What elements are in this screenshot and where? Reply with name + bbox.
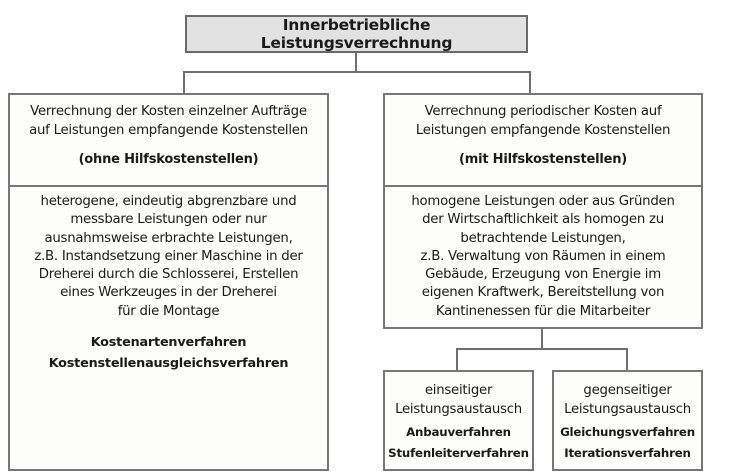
connector-child1-drop — [456, 348, 458, 371]
left-description-line: z.B. Instandsetzung einer Maschine in der — [34, 248, 303, 264]
right-node-body — [385, 193, 701, 321]
left-description-line: messbare Leistungen oder nur — [70, 212, 267, 228]
right-description-line: homogene Leistungen oder aus Gründen — [411, 194, 675, 209]
child2-label-line: gegenseitiger — [583, 383, 672, 398]
right-heading-line: Leistungen empfangende Kostenstellen — [415, 123, 671, 138]
child-node-mutual — [552, 370, 703, 471]
left-description-line: eines Werkzeuges in der Dreherei — [60, 285, 277, 301]
right-node-header — [385, 95, 701, 187]
child2-label-line: Leistungsaustausch — [564, 402, 691, 417]
left-methods — [10, 332, 327, 374]
left-description — [10, 193, 327, 321]
left-node — [8, 93, 329, 471]
connector-children-bar — [456, 348, 628, 350]
child2-label — [554, 381, 701, 419]
child2-methods — [554, 422, 701, 464]
right-heading — [385, 102, 701, 140]
left-description-line: für die Montage — [117, 303, 220, 319]
child1-methods — [385, 422, 532, 464]
child2-method: Iterationsverfahren — [564, 446, 691, 460]
right-subtitle: (mit Hilfskostenstellen) — [458, 152, 627, 167]
right-node — [383, 93, 703, 329]
left-method: Kostenartenverfahren — [90, 335, 247, 351]
right-description-line: z.B. Verwaltung von Räumen in einem — [420, 248, 666, 264]
left-description-line: heterogene, eindeutig abgrenzbare und — [40, 194, 297, 209]
child2-method: Gleichungsverfahren — [560, 425, 695, 439]
connector-root-stem — [355, 53, 357, 73]
connector-left-drop — [183, 71, 185, 95]
left-subtitle: (ohne Hilfskostenstellen) — [78, 152, 259, 167]
right-description-line: Kantinenessen für die Mitarbeiter — [435, 303, 651, 319]
left-heading — [10, 102, 327, 140]
left-node-body — [10, 193, 327, 374]
child1-method: Anbauverfahren — [406, 425, 511, 439]
right-description-line: der Wirtschaftlichkeit als homogen zu — [422, 212, 664, 228]
root-node-title — [185, 15, 528, 53]
connector-child2-drop — [626, 348, 628, 371]
left-heading-line: auf Leistungen empfangende Kostenstellen — [29, 123, 308, 138]
right-description-line: betrachtende Leistungen, — [460, 230, 626, 246]
child1-label — [385, 381, 532, 419]
left-heading-line: Verrechnung der Kosten einzelner Aufträge — [30, 104, 307, 119]
connector-root-bar — [183, 71, 531, 73]
right-heading-line: Verrechnung periodischer Kosten auf — [424, 104, 662, 119]
root-title-text: Innerbetriebliche Leistungsverrechnung — [260, 16, 453, 52]
connector-right-stem — [541, 329, 543, 350]
right-description — [385, 193, 701, 321]
left-method: Kostenstellenausgleichsverfahren — [48, 356, 289, 372]
right-description-line: Gebäude, Erzeugung von Energie im — [425, 267, 661, 283]
right-description-line: eigenen Kraftwerk, Bereitstellung von — [421, 285, 665, 301]
left-description-line: ausnahmsweise erbrachte Leistungen, — [44, 230, 293, 246]
left-description-line: Dreherei durch die Schlosserei, Erstellen — [38, 267, 299, 283]
child1-label-line: Leistungsaustausch — [395, 402, 522, 417]
child1-label-line: einseitiger — [424, 383, 493, 398]
connector-right-drop — [529, 71, 531, 95]
child-node-one-sided — [383, 370, 534, 471]
left-node-header — [10, 95, 327, 187]
child1-method: Stufenleiterverfahren — [388, 446, 529, 460]
